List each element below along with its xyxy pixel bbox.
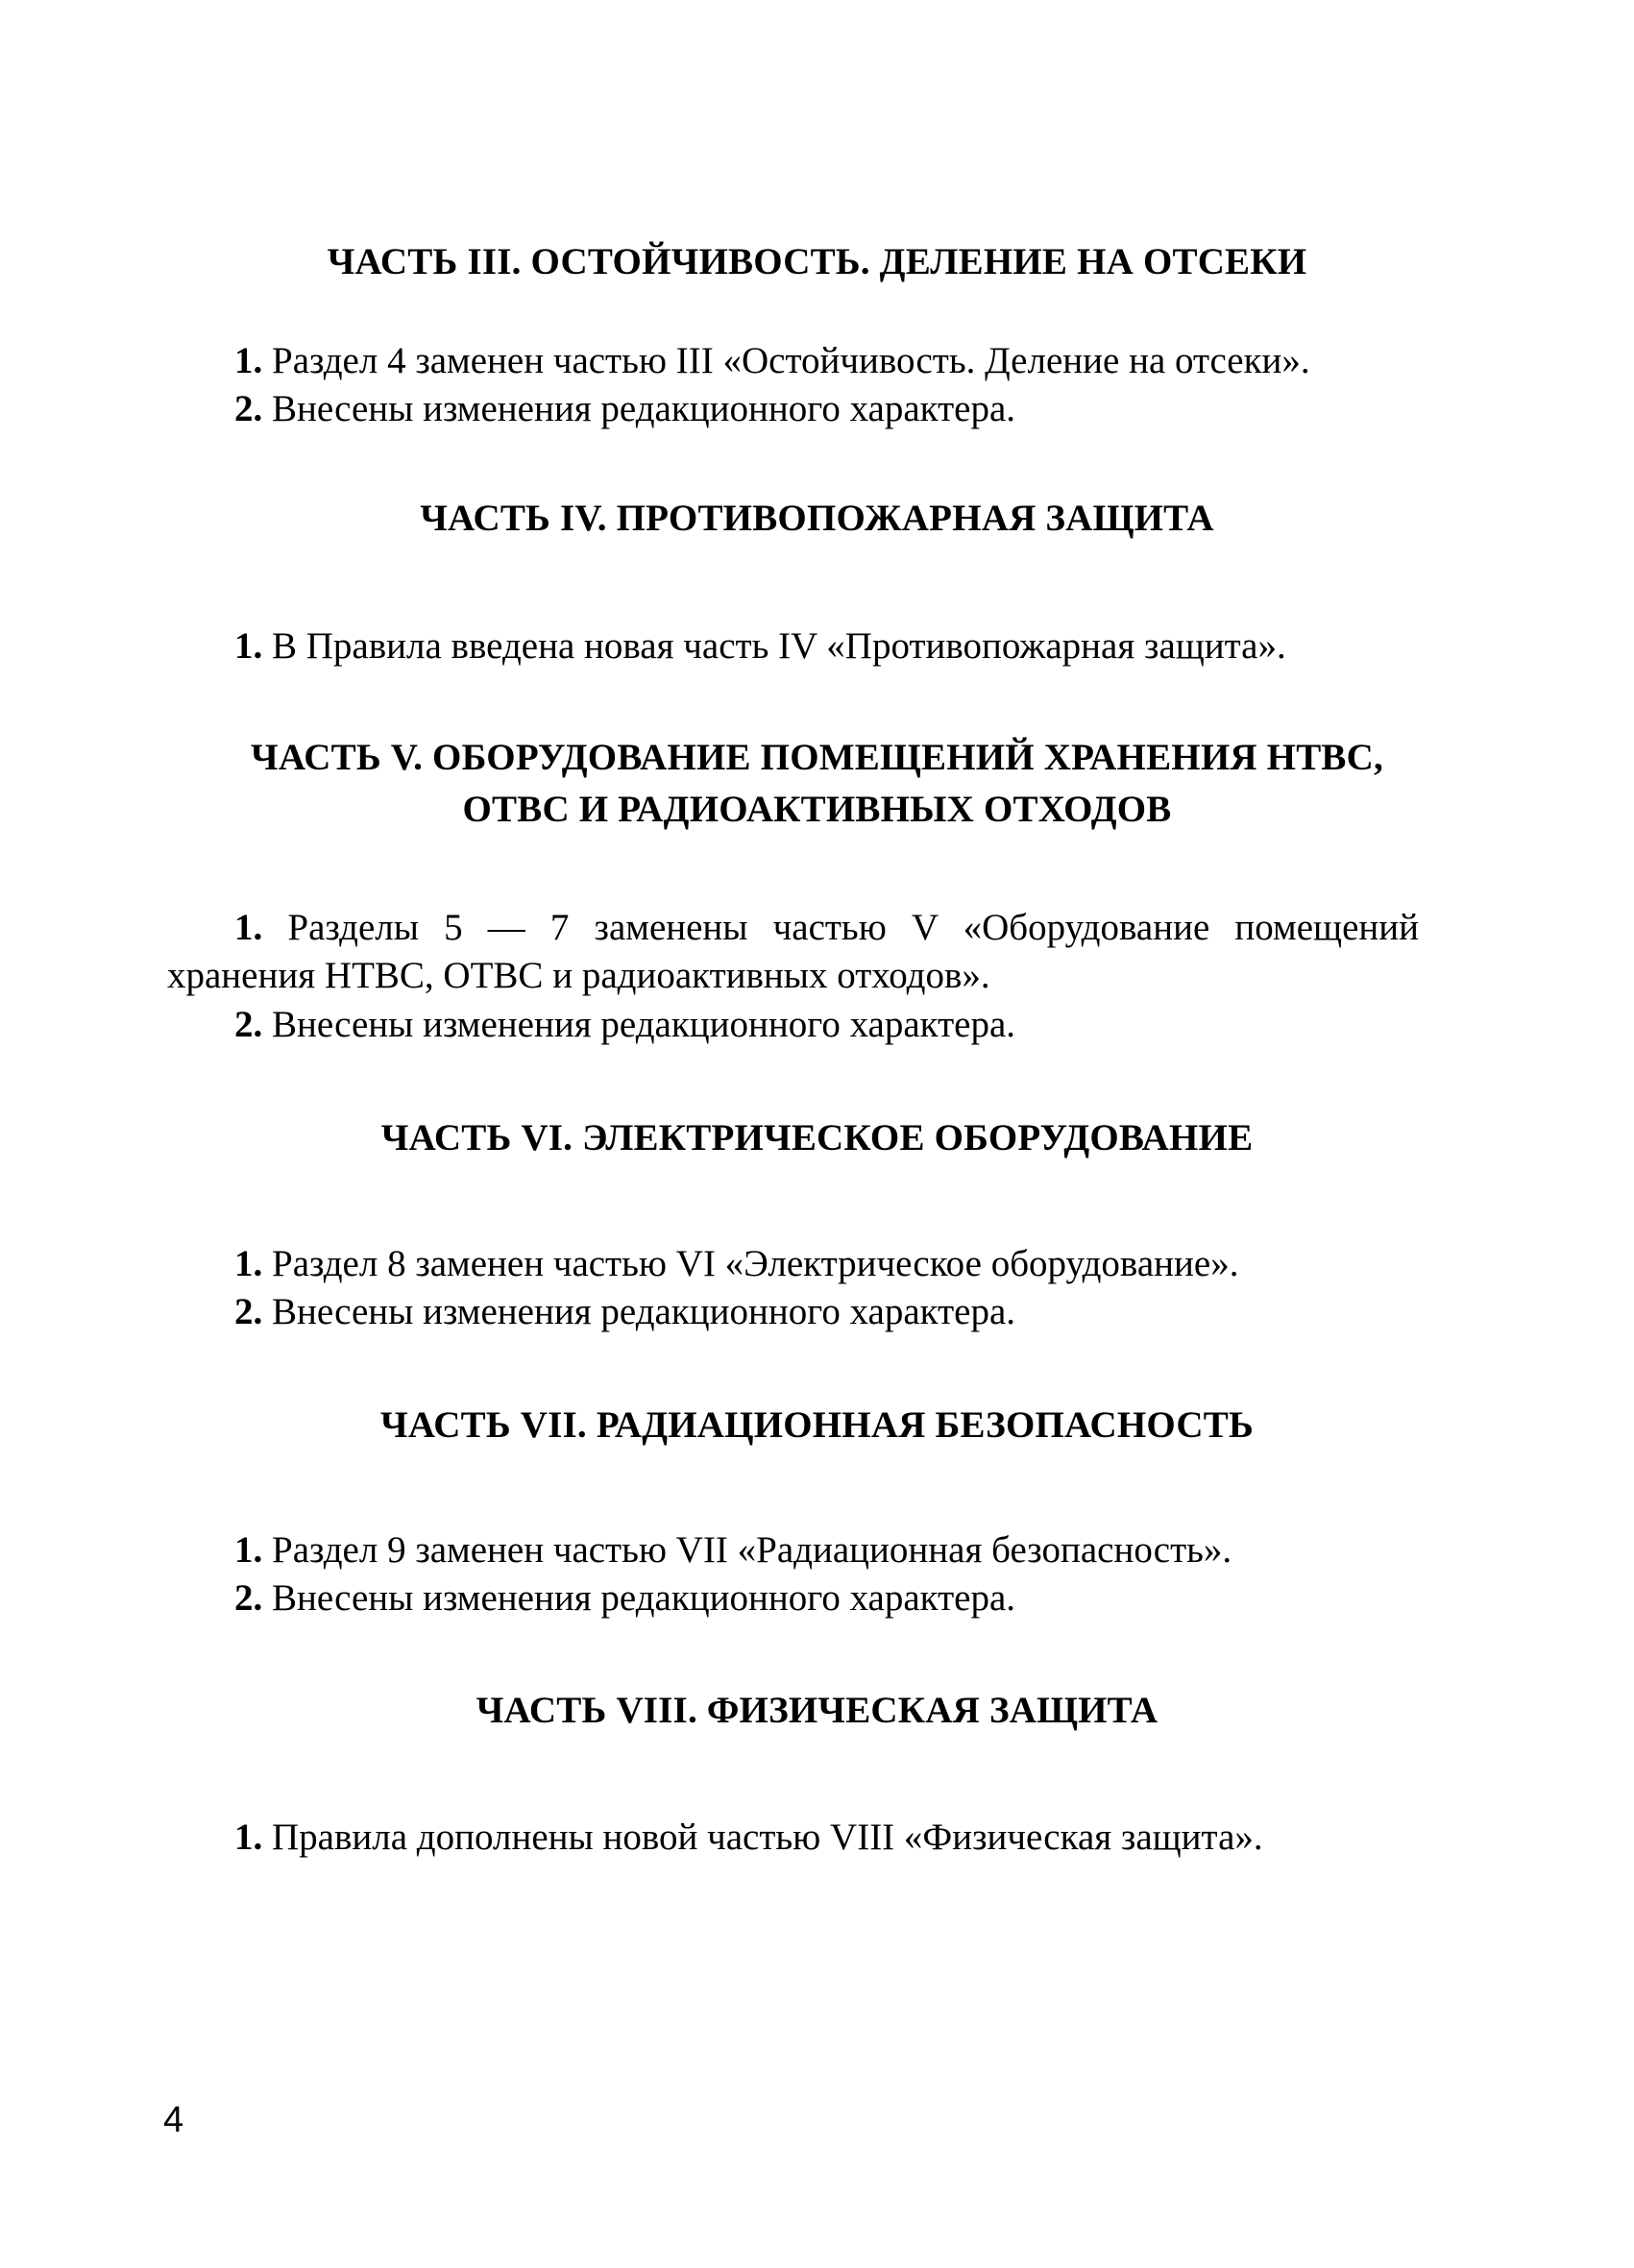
- section-heading-part-5: [0, 732, 1634, 836]
- item-text: Раздел 8 заменен частью VI «Электрическое оборудование».: [272, 1243, 1239, 1284]
- item-text: Раздел 9 заменен частью VII «Радиационная безопасность».: [272, 1529, 1232, 1571]
- item-text: Внесены изменения редакционного характера.: [272, 1004, 1016, 1045]
- item-text-line2: хранения НТВС, ОТВС и радиоактивных отходов».: [167, 955, 990, 996]
- item-number: 1.: [234, 1817, 263, 1858]
- heading-line: ОТВС И РАДИОАКТИВНЫХ ОТХОДОВ: [462, 789, 1172, 830]
- section-heading-part-8: ЧАСТЬ VIII. ФИЗИЧЕСКАЯ ЗАЩИТА: [476, 1690, 1158, 1731]
- page-number: 4: [163, 2100, 184, 2140]
- item-number: 1.: [234, 1529, 263, 1571]
- item-text: Правила дополнены новой частью VIII «Физическая защита».: [272, 1817, 1263, 1858]
- item-number: 1.: [234, 1243, 263, 1284]
- list-item: [234, 622, 1286, 671]
- list-item: [234, 1574, 1015, 1622]
- list-item: [234, 337, 1310, 385]
- item-number: 2.: [234, 1004, 263, 1045]
- item-number: 1.: [234, 907, 263, 948]
- section-heading-part-4: ЧАСТЬ IV. ПРОТИВОПОЖАРНАЯ ЗАЩИТА: [420, 498, 1214, 539]
- item-number: 2.: [234, 1291, 263, 1332]
- list-item: [234, 1240, 1238, 1288]
- item-number: 1.: [234, 625, 263, 667]
- list-item: [234, 385, 1015, 433]
- section-heading-part-6: ЧАСТЬ VI. ЭЛЕКТРИЧЕСКОЕ ОБОРУДОВАНИЕ: [380, 1117, 1254, 1158]
- list-item: [234, 1288, 1015, 1336]
- item-text: Внесены изменения редакционного характера.: [272, 1291, 1016, 1332]
- item-number: 2.: [234, 388, 263, 429]
- list-item: [167, 904, 1419, 1000]
- list-item: [234, 1001, 1015, 1049]
- list-item: [234, 1526, 1232, 1574]
- list-item: [234, 1814, 1263, 1862]
- item-text: Внесены изменения редакционного характера.: [272, 388, 1016, 429]
- heading-line: ЧАСТЬ V. ОБОРУДОВАНИЕ ПОМЕЩЕНИЙ ХРАНЕНИЯ НТВС,: [251, 737, 1383, 778]
- item-text: В Правила введена новая часть IV «Противопожарная защита».: [272, 625, 1286, 667]
- item-text: Раздел 4 заменен частью III «Остойчивость. Деление на отсеки».: [272, 340, 1310, 381]
- section-heading-part-7: ЧАСТЬ VII. РАДИАЦИОННАЯ БЕЗОПАСНОСТЬ: [380, 1404, 1254, 1446]
- section-heading-part-3: ЧАСТЬ III. ОСТОЙЧИВОСТЬ. ДЕЛЕНИЕ НА ОТСЕКИ: [327, 241, 1307, 282]
- item-number: 2.: [234, 1577, 263, 1619]
- item-text: Внесены изменения редакционного характера.: [272, 1577, 1016, 1619]
- item-number: 1.: [234, 340, 263, 381]
- item-text-line1: Разделы 5 — 7 заменены частью V «Оборудование помещений: [287, 907, 1419, 948]
